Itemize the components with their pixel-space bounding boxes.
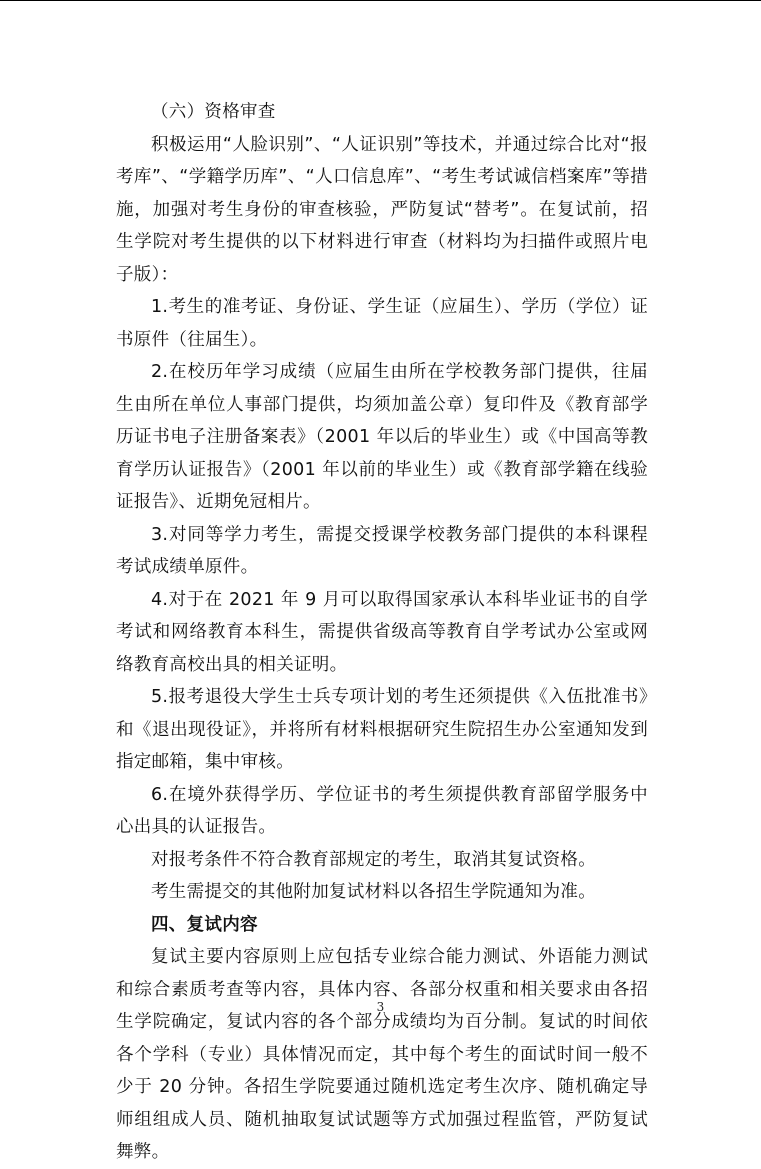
paragraph: 6.在境外获得学历、学位证书的考生须提供教育部留学服务中心出具的认证报告。 [116, 784, 648, 837]
paragraph: 对报考条件不符合教育部规定的考生，取消其复试资格。 [151, 849, 596, 870]
paragraph: 1.考生的准考证、身份证、学生证（应届生）、学历（学位）证书原件（往届生）。 [116, 297, 648, 350]
top-border-line [0, 0, 761, 1]
page-number: 3 [376, 1000, 385, 1014]
paragraph: 复试主要内容原则上应包括专业综合能力测试、外语能力测试和综合素质考查等内容，具体内容、各部分权重和相关要求由各招生学院确定，复试内容的各个部分成绩均为百分制。复试的时间依各个学科（专业）具体情况而定，其中每个考生的面试时间一般不少于 20 分钟。各招生学院要通过随机选定考生次序、随机确定导师组组成人员、随机抽取复试试题等方式加强过程监管，严防复试舞弊。 [116, 947, 648, 1162]
paragraph: 积极运用“人脸识别”、“人证识别”等技术，并通过综合比对“报考库”、“学籍学历库”、“人口信息库”、“考生考试诚信档案库”等措施，加强对考生身份的审查核验，严防复试“替考”。在复试前，招生学院对考生提供的以下材料进行审查（材料均为扫描件或照片电子版）： [116, 134, 648, 285]
paragraph: 4.对于在 2021 年 9 月可以取得国家承认本科毕业证书的自学考试和网络教育本科生，需提供省级高等教育自学考试办公室或网络教育高校出具的相关证明。 [116, 589, 648, 675]
section-heading: （六）资格审查 [151, 102, 276, 122]
paragraph: 考生需提交的其他附加复试材料以各招生学院通知为准。 [151, 882, 596, 902]
chapter-heading: 四、复试内容 [151, 914, 258, 935]
paragraph: 2.在校历年学习成绩（应届生由所在学校教务部门提供，往届生由所在单位人事部门提供，均须加盖公章）复印件及《教育部学历证书电子注册备案表》（2001 年以后的毕业生）或《中国高等教育学历认证报告》（2001 年以前的毕业生）或《教育部学籍在线验证报告》、近期免冠相片。 [116, 362, 648, 512]
paragraph: 5.报考退役大学生士兵专项计划的考生还须提供《入伍批准书》和《退出现役证》，并将所有材料根据研究生院招生办公室通知发到指定邮箱，集中审核。 [116, 687, 648, 772]
paragraph: 3.对同等学力考生，需提交授课学校教务部门提供的本科课程考试成绩单原件。 [116, 524, 648, 577]
